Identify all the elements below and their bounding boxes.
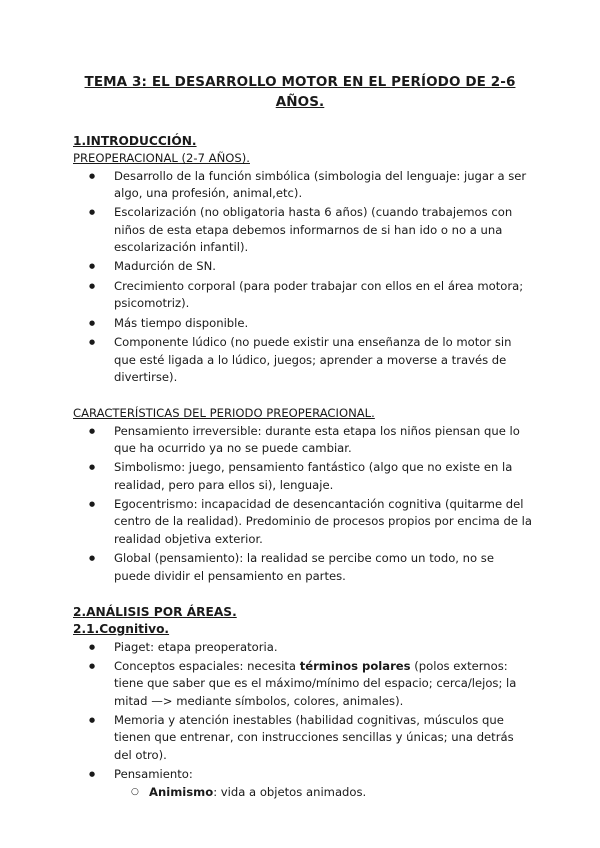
- list-item: ● Global (pensamiento): la realidad se percibe como un todo, no se puede dividir el pensamiento en partes.: [114, 550, 533, 585]
- list-item: ● Simbolismo: juego, pensamiento fantástico (algo que no existe en la realidad, pero para ellos si), lenguaje.: [114, 459, 533, 494]
- text-run: (polos externos: tiene que saber que es el máximo/mínimo del espacio; cerca/lejos; la mitad —> mediante símbolos, colores, animales).: [114, 659, 517, 708]
- bold-term: Animismo: [149, 784, 214, 799]
- section-heading-analysis: 2.ANÁLISIS POR ÁREAS.: [73, 605, 237, 619]
- list-item: ● Egocentrismo: incapacidad de desencantación cognitiva (quitarme del centro de la realidad). Predominio de procesos propios por encima de la realidad objetiva exterior.: [114, 496, 533, 548]
- list-item: ● Memoria y atención inestables (habilidad cognitivas, músculos que tienen que entrenar, con instrucciones sencillas y únicas; una detrás del otro).: [114, 712, 533, 764]
- list-item-thought: [114, 766, 533, 801]
- intro-list: [73, 168, 533, 387]
- list-item: ● Más tiempo disponible.: [114, 315, 533, 332]
- list-item: ● Piaget: etapa preoperatoria.: [114, 639, 533, 656]
- cognitive-list: [73, 639, 533, 801]
- list-item: ● Crecimiento corporal (para poder trabajar con ellos en el área motora; psicomotriz).: [114, 278, 533, 313]
- text-run: Conceptos espaciales: necesita: [114, 659, 300, 674]
- list-item: ● Pensamiento irreversible: durante esta etapa los niños piensan que lo que ha ocurrido ya no se puede cambiar.: [114, 423, 533, 458]
- list-item: ● Componente lúdico (no puede existir una enseñanza de lo motor sin que esté ligada a lo lúdico, juegos; aprender a moverse a través de divertirse).: [114, 334, 533, 386]
- sublist-item: [149, 784, 533, 801]
- list-item: ● Madurción de SN.: [114, 258, 533, 275]
- subsection-heading-cognitive: 2.1.Cognitivo.: [73, 622, 170, 637]
- subheading-preoperational: PREOPERACIONAL (2-7 AÑOS).: [73, 151, 250, 166]
- text-run: : vida a objetos animados.: [213, 784, 367, 799]
- document-body: [73, 133, 533, 803]
- characteristics-list: [73, 423, 533, 585]
- text-run: Pensamiento:: [114, 767, 193, 782]
- list-item-spatial: [114, 658, 533, 710]
- list-item: ● Escolarización (no obligatoria hasta 6 años) (cuando trabajemos con niños de esta etapa debemos informarnos de si han ido o no a una escolarización infantil).: [114, 204, 533, 256]
- list-item: ● Desarrollo de la función simbólica (simbologia del lenguaje: jugar a ser algo, una profesión, animal,etc).: [114, 168, 533, 203]
- bold-term: términos polares: [299, 659, 411, 674]
- thought-sublist: [114, 784, 533, 801]
- section-heading-introduction: 1.INTRODUCCIÓN.: [73, 134, 197, 148]
- document-title: TEMA 3: EL DESARROLLO MOTOR EN EL PERÍODO DE 2-6 AÑOS.: [84, 74, 516, 110]
- subheading-characteristics: CARACTERÍSTICAS DEL PERIODO PREOPERACIONAL.: [73, 406, 375, 421]
